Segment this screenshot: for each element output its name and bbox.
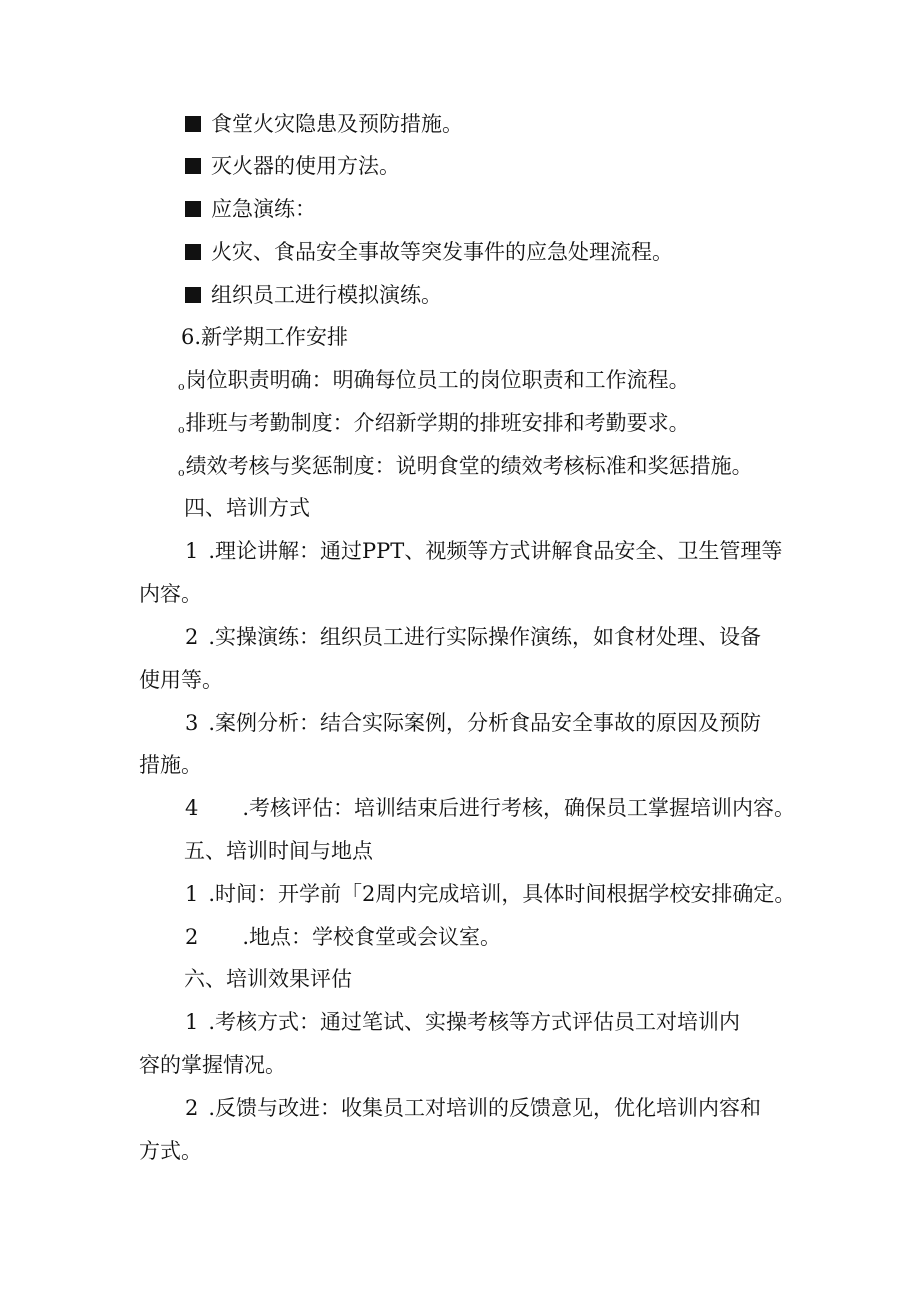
section-heading: 六、培训效果评估	[184, 967, 352, 991]
square-bullet-icon	[185, 158, 201, 174]
bullet-item: 火灾、食品安全事故等突发事件的应急处理流程。	[185, 237, 673, 267]
numbered-item: 3 .案例分析：结合实际案例，分析食品安全事故的原因及预防	[185, 711, 762, 735]
section-heading: 四、培训方式	[184, 496, 310, 520]
continuation-line: 容的掌握情况。	[139, 1053, 286, 1077]
list-item: o绩效考核与奖惩制度：说明食堂的绩效考核标准和奖惩措施。	[178, 451, 753, 481]
circle-bullet-icon: o	[178, 380, 185, 393]
section-heading: 6.新学期工作安排	[181, 325, 349, 349]
circle-bullet-icon: o	[178, 466, 185, 479]
square-bullet-icon	[185, 116, 201, 132]
bullet-item: 应急演练：	[185, 194, 316, 224]
list-item: o岗位职责明确：明确每位员工的岗位职责和工作流程。	[178, 365, 690, 395]
numbered-item: 2 .反馈与改进：收集员工对培训的反馈意见，优化培训内容和	[185, 1096, 762, 1120]
continuation-line: 内容。	[139, 582, 202, 606]
continuation-line: 方式。	[139, 1139, 202, 1163]
continuation-line: 措施。	[139, 753, 202, 777]
numbered-item: 2 .实操演练：组织员工进行实际操作演练，如食材处理、设备	[185, 625, 762, 649]
numbered-item: 1 .考核方式：通过笔试、实操考核等方式评估员工对培训内	[185, 1010, 741, 1034]
numbered-item: 4 .考核评估：培训结束后进行考核，确保员工掌握培训内容。	[185, 796, 796, 820]
square-bullet-icon	[185, 244, 201, 260]
section-heading: 五、培训时间与地点	[184, 839, 373, 863]
square-bullet-icon	[185, 201, 201, 217]
circle-bullet-icon: o	[178, 423, 185, 436]
numbered-item: 1 .理论讲解：通过PPT、视频等方式讲解食品安全、卫生管理等	[185, 539, 783, 563]
continuation-line: 使用等。	[139, 668, 223, 692]
numbered-item: 2 .地点：学校食堂或会议室。	[185, 925, 502, 949]
numbered-item: 1 .时间：开学前「2周内完成培训，具体时间根据学校安排确定。	[185, 882, 796, 906]
bullet-item: 灭火器的使用方法。	[185, 151, 400, 181]
bullet-item: 食堂火灾隐患及预防措施。	[185, 109, 463, 139]
square-bullet-icon	[185, 287, 201, 303]
bullet-item: 组织员工进行模拟演练。	[185, 280, 442, 310]
list-item: o排班与考勤制度：介绍新学期的排班安排和考勤要求。	[178, 408, 690, 438]
